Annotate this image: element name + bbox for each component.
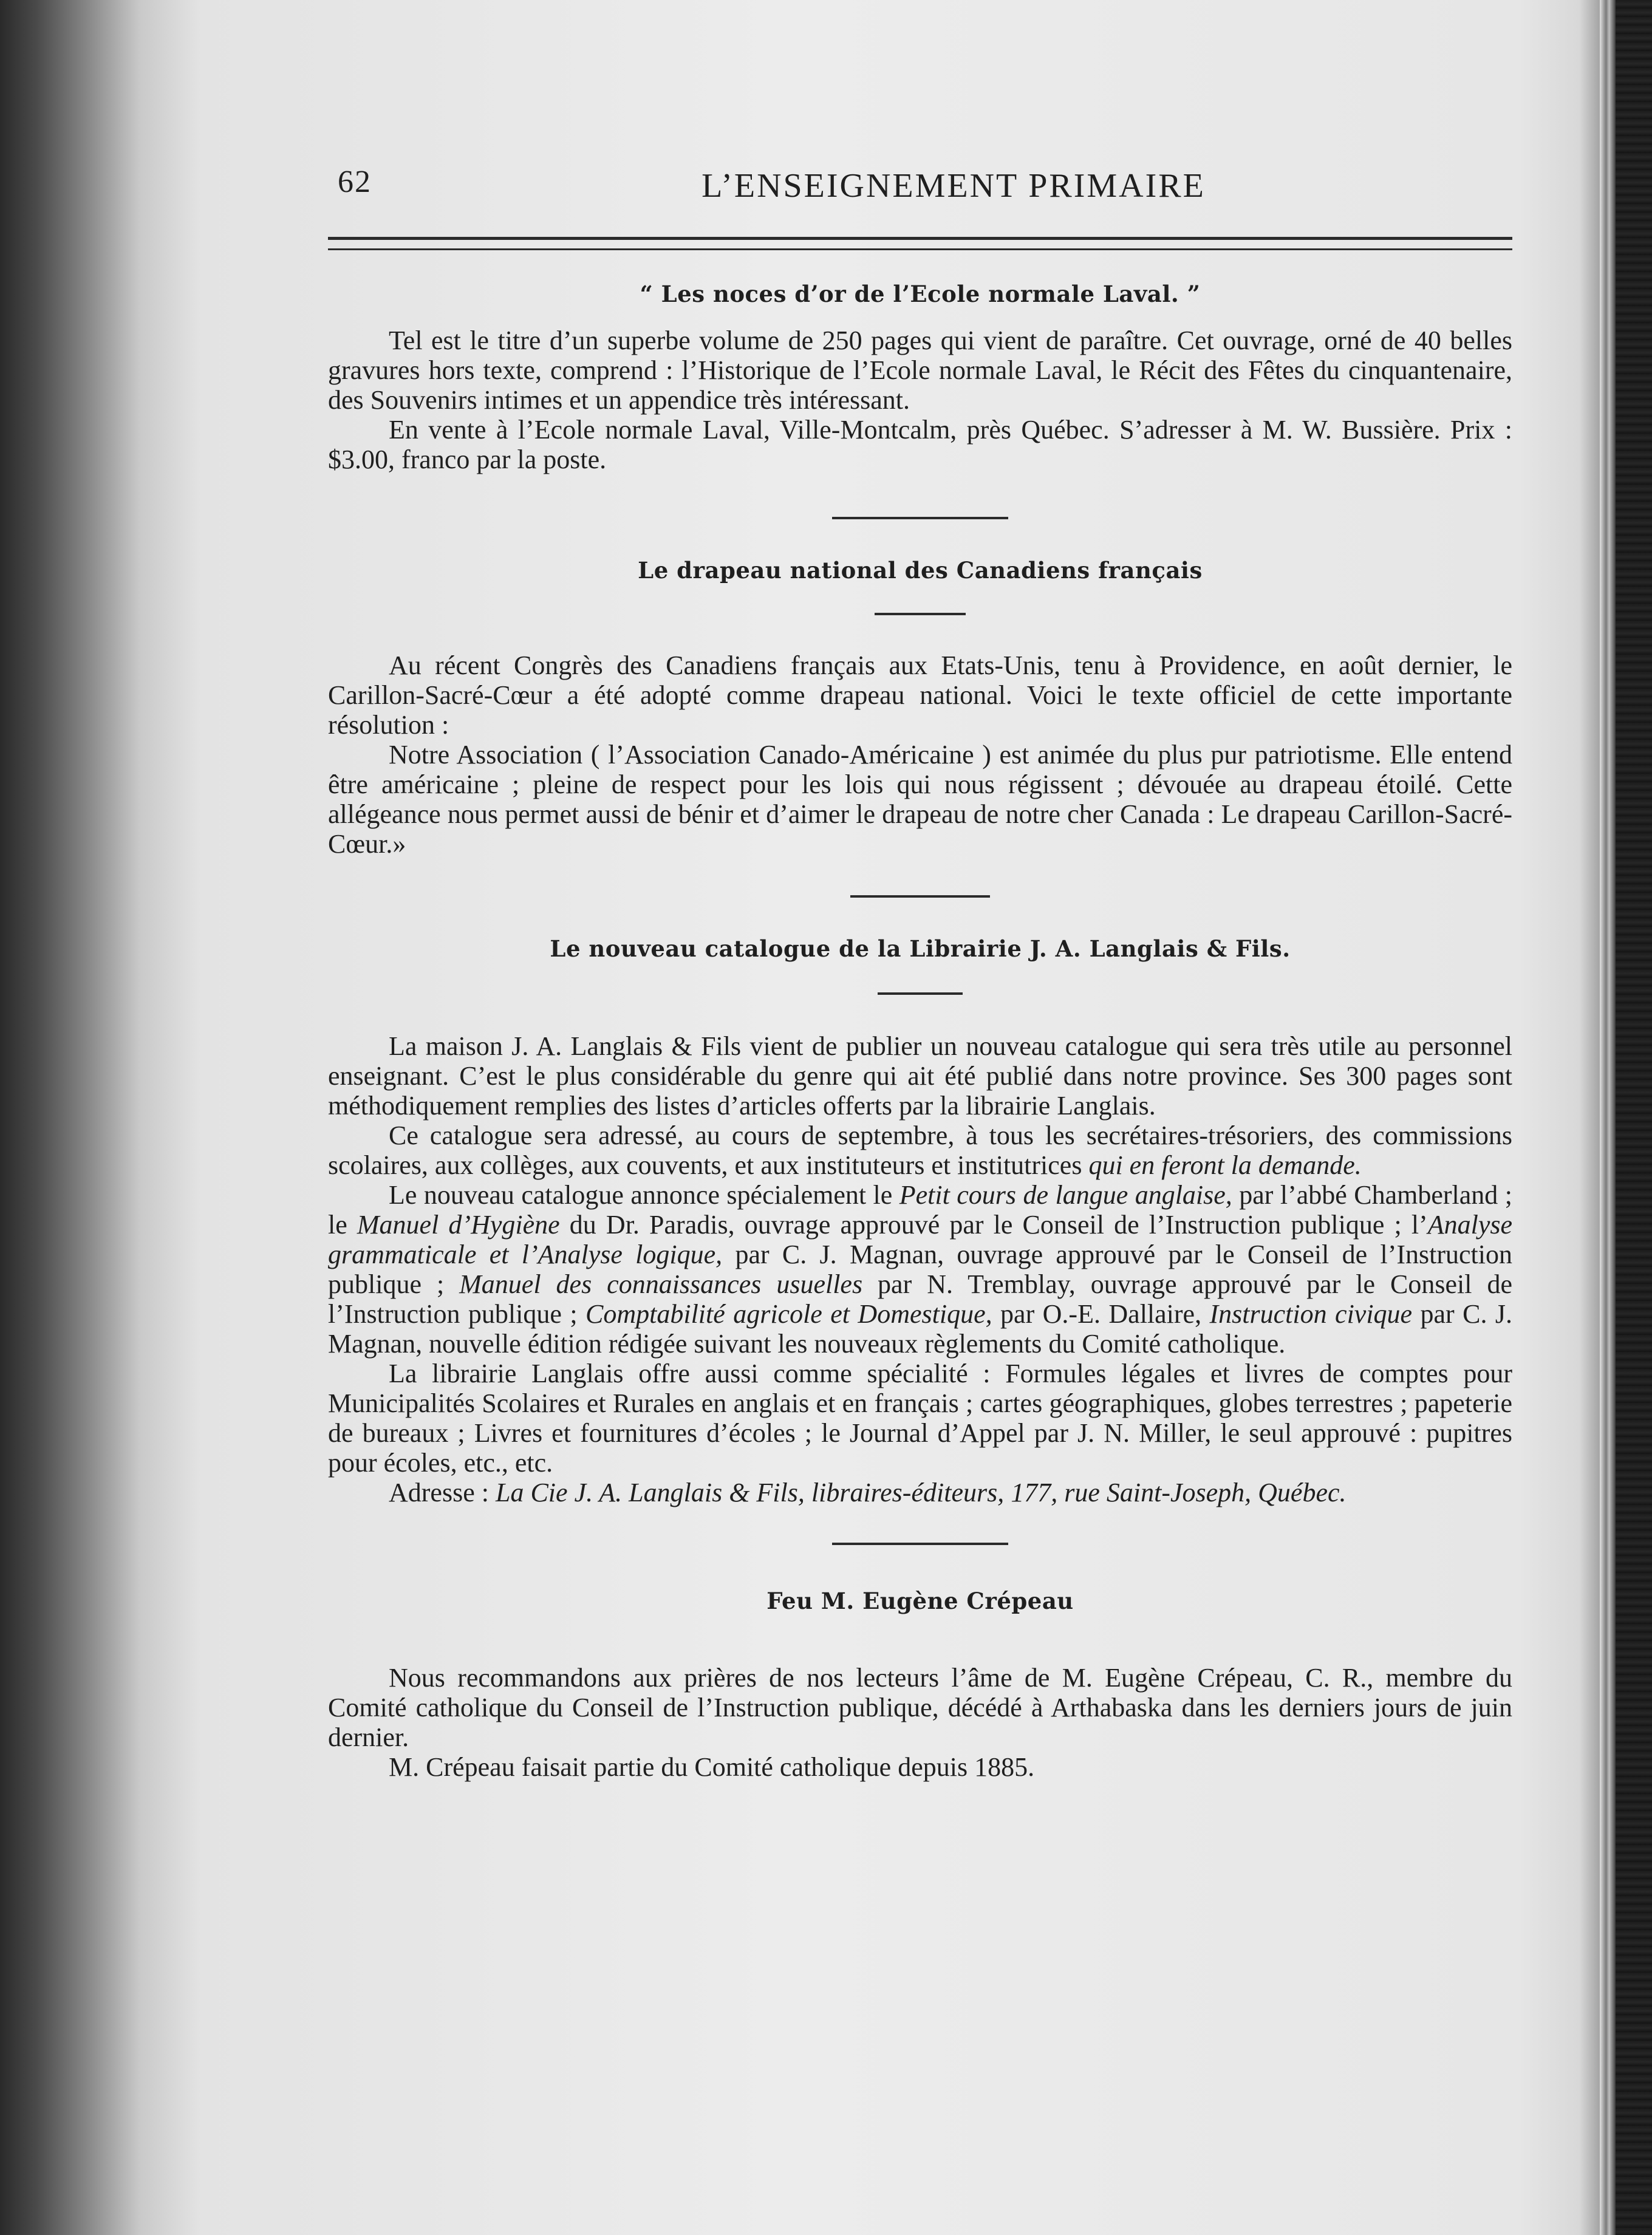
section-title-drapeau: Le drapeau national des Canadiens français [638,557,1203,584]
paragraph: La maison J. A. Langlais & Fils vient de publier un nouveau catalogue qui sera très utile au personnel enseignant. C’est le plus considérable du genre qui ait été publié dans notre province. Ses 300 pages sont méthodiquement remplies des listes d’articles offerts par la librairie Langlais. [328,1031,1512,1121]
section-divider [832,517,1008,519]
title-underline [878,992,963,995]
section-divider [850,895,990,898]
running-title: L’ENSEIGNEMENT PRIMAIRE [701,167,1206,205]
section-title-noces-dor: “ Les noces d’or de l’Ecole normale Laval. ” [640,281,1201,307]
section-title-crepeau: Feu M. Eugène Crépeau [766,1588,1074,1614]
quoted-resolution: Notre Association ( l’Association Canado-Américaine ) est animée du plus pur patriotisme. Elle entend être américaine ; pleine de respect pour les lois qui nous régissent ; dévouée au drapeau étoilé. Cette allégeance nous permet aussi de bénir et d’aimer le drapeau de notre cher Canada : Le drapeau Carillon-Sacré-Cœur.» [328,740,1512,859]
section-divider [832,1543,1008,1545]
section-noces-dor [328,326,1512,474]
section-crepeau [328,1663,1512,1782]
paragraph: Au récent Congrès des Canadiens français aux Etats-Unis, tenu à Providence, en août dernier, le Carillon-Sacré-Cœur a été adopté comme drapeau national. Voici le texte officiel de cette importante résolution : [328,650,1512,740]
paragraph: Tel est le titre d’un superbe volume de 250 pages qui vient de paraître. Cet ouvrage, orné de 40 belles gravures hors texte, comprend : l’Historique de l’Ecole normale Laval, le Récit des Fêtes du cinquantenaire, des Souvenirs intimes et un appendice très intéressant. [328,326,1512,415]
paragraph: La librairie Langlais offre aussi comme spécialité : Formules légales et livres de comptes pour Municipalités Scolaires et Rurales en anglais et en français ; cartes géographiques, globes terrestres ; papeterie de bureaux ; Livres et fournitures d’écoles ; le Journal d’Appel par J. N. Miller, le seul approuvé : pupitres pour écoles, etc., etc. [328,1359,1512,1478]
section-title-catalogue: Le nouveau catalogue de la Librairie J. A. Langlais & Fils. [550,935,1291,962]
page-header [328,146,1512,213]
book-page-edge [1600,0,1616,2235]
paragraph: Ce catalogue sera adressé, au cours de septembre, à tous les secrétaires-trésoriers, des commissions scolaires, aux collèges, aux couvents, et aux instituteurs et institutrices qui en feront la demande. [328,1121,1512,1180]
page-number: 62 [338,165,372,199]
paragraph: Adresse : La Cie J. A. Langlais & Fils, libraires-éditeurs, 177, rue Saint-Joseph, Québec. [389,1478,1347,1507]
paragraph: Nous recommandons aux prières de nos lecteurs l’âme de M. Eugène Crépeau, C. R., membre du Comité catholique du Conseil de l’Instruction publique, décédé à Arthabaska dans les derniers jours de juin dernier. [328,1663,1512,1752]
section-catalogue [328,1031,1512,1507]
title-underline [875,613,966,615]
paragraph: En vente à l’Ecole normale Laval, Ville-Montcalm, près Québec. S’adresser à M. W. Bussière. Prix : $3.00, franco par la poste. [328,415,1512,474]
header-rule [328,237,1512,250]
page-content [328,146,1512,1782]
section-drapeau [328,650,1512,859]
paragraph: M. Crépeau faisait partie du Comité catholique depuis 1885. [389,1752,1035,1782]
scan-border [1616,0,1652,2235]
paragraph: Le nouveau catalogue annonce spécialement le Petit cours de langue anglaise, par l’abbé Chamberland ; le Manuel d’Hygiène du Dr. Paradis, ouvrage approuvé par le Conseil de l’Instruction publique ; l’Analyse grammaticale et l’Analyse logique, par C. J. Magnan, ouvrage approuvé par le Conseil de l’Instruction publique ; Manuel des connaissances usuelles par N. Tremblay, ouvrage approuvé par le Conseil de l’Instruction publique ; Comptabilité agricole et Domestique, par O.-E. Dallaire, Instruction civique par C. J. Magnan, nouvelle édition rédigée suivant les nouveaux règlements du Comité catholique. [328,1180,1513,1359]
